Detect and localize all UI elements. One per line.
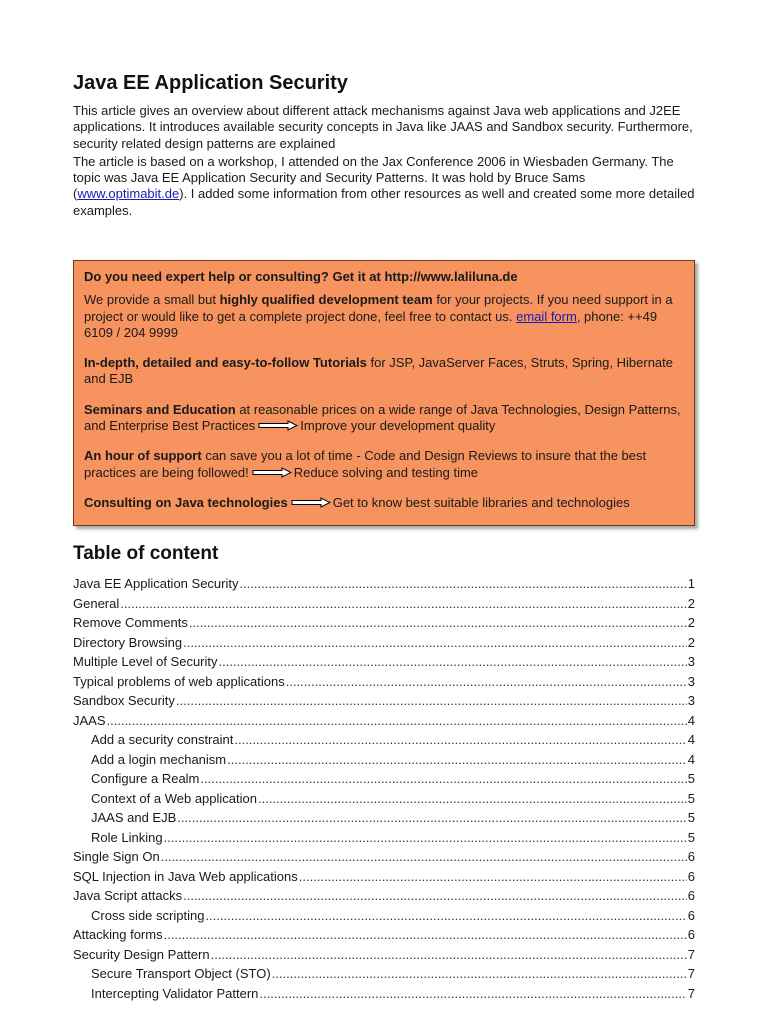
intro-section (73, 103, 695, 221)
toc-entry-page: 2 (687, 595, 695, 611)
toc-entry[interactable] (73, 867, 695, 887)
intro-paragraph-2: The article is based on a workshop, I attended on the Jax Conference 2006 in Wiesbaden Germany. The topic was Java EE Application Security and Security Patterns. It was hold by Bruce Sams (www.optimabit.de). I added some information from other resources as well and created some more detailed examples. (73, 153, 695, 218)
toc-entry-page: 7 (687, 966, 695, 981)
toc-entry[interactable] (73, 594, 695, 614)
toc-entry[interactable] (73, 808, 695, 828)
toc-entry-title: Cross side scripting (91, 907, 205, 923)
toc-entry[interactable] (73, 906, 695, 926)
toc-entry-title: Context of a Web application (91, 790, 257, 806)
toc-entry[interactable] (73, 691, 695, 711)
toc-leader-dots (227, 750, 687, 770)
toc-entry[interactable] (73, 789, 695, 809)
toc-leader-dots (177, 808, 686, 828)
toc-entry[interactable] (73, 613, 695, 633)
toc-heading: Table of content (73, 543, 219, 564)
toc-entry[interactable] (73, 633, 695, 653)
toc-entry-title: Typical problems of web applications (73, 673, 285, 689)
toc-entry[interactable] (73, 886, 695, 906)
toc-entry-page: 5 (687, 829, 695, 845)
toc-entry-title: Directory Browsing (73, 634, 183, 650)
intro-paragraph-1: This article gives an overview about different attack mechanisms against Java web applications and J2EE applications. It introduces available security concepts in Java like JAAS and Sandbox security. Furthermore, security related design patterns are explained (73, 103, 693, 151)
toc-entry-title: Configure a Realm (91, 771, 200, 786)
toc-entry[interactable] (73, 769, 695, 789)
toc-entry[interactable] (73, 828, 695, 848)
toc-leader-dots (164, 925, 687, 945)
toc-entry-title: Remove Comments (73, 615, 188, 630)
toc-entry-page: 6 (687, 868, 695, 884)
toc-entry-page: 6 (687, 849, 695, 864)
toc-leader-dots (299, 867, 687, 887)
toc-leader-dots (239, 574, 686, 594)
toc-leader-dots (189, 613, 687, 633)
toc-leader-dots (164, 828, 687, 848)
toc-entry[interactable] (73, 984, 695, 1004)
toc-entry[interactable] (73, 964, 695, 984)
toc-entry-title: JAAS and EJB (91, 810, 177, 825)
toc-leader-dots (183, 886, 687, 906)
consulting-heading: Do you need expert help or consulting? Get it at http://www.laliluna.de (84, 269, 518, 284)
toc-entry-page: 2 (687, 634, 695, 650)
toc-leader-dots (258, 789, 687, 809)
toc-leader-dots (176, 691, 687, 711)
toc-entry-title: JAAS (73, 712, 106, 728)
toc-entry[interactable] (73, 925, 695, 945)
toc-leader-dots (234, 730, 686, 750)
toc-entry[interactable] (73, 711, 695, 731)
page-title: Java EE Application Security (73, 72, 348, 94)
toc-entry[interactable] (73, 730, 695, 750)
arrow-right-icon (258, 420, 298, 431)
toc-entry-page: 6 (687, 888, 695, 903)
toc-entry-title: Intercepting Validator Pattern (91, 985, 259, 1001)
toc-entry-title: Java Script attacks (73, 888, 183, 903)
toc-entry-page: 4 (687, 732, 695, 747)
toc-entry-page: 5 (687, 790, 695, 806)
toc-entry-title: Role Linking (91, 829, 163, 845)
email-form-link[interactable]: email form, (516, 308, 581, 324)
toc-entry-title: SQL Injection in Java Web applications (73, 868, 298, 884)
toc-entry-title: Multiple Level of Security (73, 654, 218, 669)
toc-entry-title: Secure Transport Object (STO) (91, 966, 271, 981)
arrow-right-icon (291, 497, 331, 508)
toc-entry-title: Add a security constraint (91, 732, 234, 747)
toc-entry-page: 3 (687, 693, 695, 708)
toc-entry-page: 7 (687, 985, 695, 1001)
toc-entry-page: 5 (687, 771, 695, 786)
toc-leader-dots (161, 847, 687, 867)
toc-entry-title: Security Design Pattern (73, 946, 210, 962)
consulting-support-paragraph: An hour of support can save you a lot of time - Code and Design Reviews to insure that the best practices are being followed! Reduce solving and testing time (84, 448, 647, 480)
consulting-tutorials-paragraph: In-depth, detailed and easy-to-follow Tutorials for JSP, JavaServer Faces, Struts, Spring, Hibernate and EJB (84, 355, 674, 387)
consulting-box (73, 260, 695, 526)
toc-entry-page: 1 (687, 576, 695, 591)
toc-leader-dots (272, 964, 687, 984)
toc-leader-dots (205, 906, 686, 926)
toc-entry-page: 7 (687, 946, 695, 962)
toc-leader-dots (183, 633, 687, 653)
toc-entry-page: 2 (687, 615, 695, 630)
toc-entry-page: 6 (687, 907, 695, 923)
toc-entry-title: Attacking forms (73, 927, 163, 942)
consulting-java-paragraph: Consulting on Java technologies Get to know best suitable libraries and technologies (84, 494, 630, 510)
toc-leader-dots (219, 652, 687, 672)
toc-entry[interactable] (73, 574, 695, 594)
toc-entry-title: Add a login mechanism (91, 751, 227, 767)
toc-entry-title: Single Sign On (73, 849, 160, 864)
toc-leader-dots (107, 711, 687, 731)
consulting-team-paragraph: We provide a small but highly qualified development team for your projects. If you need support in a project or would like to get a complete project done, feel free to contact us. email form, phone: ++49 6109 / 204 9999 (84, 292, 673, 340)
toc-entry-title: Sandbox Security (73, 693, 175, 708)
toc-entry-page: 3 (687, 654, 695, 669)
toc-entry[interactable] (73, 672, 695, 692)
optimabit-link[interactable]: www.optimabit.de (77, 186, 180, 202)
table-of-contents (73, 574, 695, 1003)
toc-entry-page: 4 (687, 712, 695, 728)
toc-leader-dots (200, 769, 686, 789)
toc-entry-page: 4 (687, 751, 695, 767)
toc-leader-dots (259, 984, 686, 1004)
toc-entry[interactable] (73, 945, 695, 965)
toc-entry-page: 3 (687, 673, 695, 689)
toc-leader-dots (286, 672, 687, 692)
toc-entry-page: 5 (687, 810, 695, 825)
toc-entry[interactable] (73, 750, 695, 770)
toc-leader-dots (211, 945, 687, 965)
toc-entry-page: 6 (687, 927, 695, 942)
consulting-seminars-paragraph: Seminars and Education at reasonable prices on a wide range of Java Technologies, Design Patterns, and Enterprise Best Practices Improve your development quality (84, 401, 681, 434)
toc-entry-title: Java EE Application Security (73, 576, 239, 591)
toc-entry[interactable] (73, 652, 695, 672)
toc-leader-dots (120, 594, 687, 614)
toc-entry[interactable] (73, 847, 695, 867)
toc-entry-title: General (73, 595, 120, 611)
arrow-right-icon (252, 467, 292, 478)
